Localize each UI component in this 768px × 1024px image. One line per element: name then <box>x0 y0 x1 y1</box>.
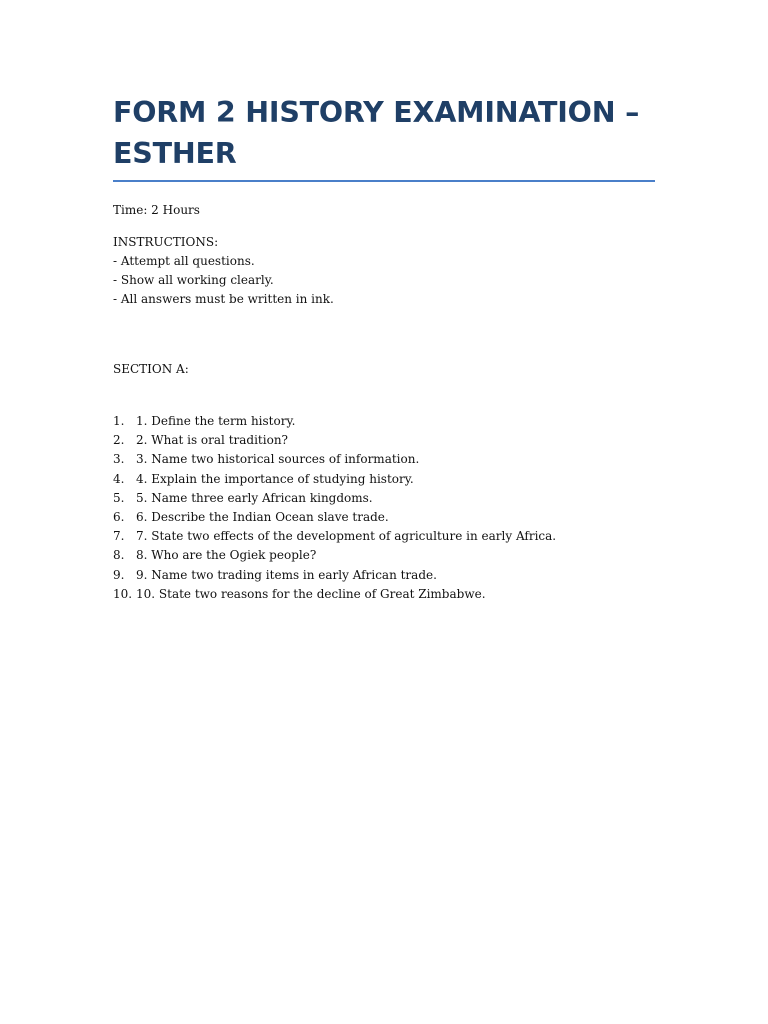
question-item <box>113 450 655 469</box>
question-number: 8. <box>113 548 125 563</box>
question-number: 1. <box>113 414 125 428</box>
question-number: 7. <box>113 529 125 544</box>
question-item <box>113 470 655 489</box>
exam-duration: Time: 2 Hours <box>113 203 200 217</box>
question-item <box>113 508 655 527</box>
instruction-item: - Attempt all questions. <box>113 254 255 268</box>
question-list <box>113 412 655 604</box>
instruction-item: - Show all working clearly. <box>113 273 274 287</box>
question-text: 6. Describe the Indian Ocean slave trade. <box>136 510 389 525</box>
question-text: 7. State two effects of the development of agriculture in early Africa. <box>136 529 557 544</box>
instructions-heading: INSTRUCTIONS: <box>113 235 219 249</box>
question-item <box>113 412 655 431</box>
question-text: 2. What is oral tradition? <box>136 433 288 448</box>
question-item <box>113 527 655 546</box>
question-text: 4. Explain the importance of studying history. <box>136 471 414 486</box>
question-number: 9. <box>113 567 125 582</box>
question-number: 3. <box>113 452 125 467</box>
question-item <box>113 431 655 450</box>
instructions-block <box>113 233 655 309</box>
question-number: 5. <box>113 490 125 505</box>
question-item <box>113 546 655 565</box>
question-text: 10. State two reasons for the decline of Great Zimbabwe. <box>136 586 486 601</box>
question-text: 8. Who are the Ogiek people? <box>136 548 317 563</box>
document-page <box>113 92 655 604</box>
question-item <box>113 489 655 508</box>
section-heading: SECTION A: <box>113 362 189 376</box>
instruction-item: - All answers must be written in ink. <box>113 292 334 306</box>
question-number: 4. <box>113 471 125 486</box>
question-item <box>113 585 655 604</box>
question-item <box>113 566 655 585</box>
document-title: FORM 2 HISTORY EXAMINATION – ESTHER <box>113 92 655 182</box>
question-number: 6. <box>113 510 125 525</box>
question-text: 5. Name three early African kingdoms. <box>136 490 373 505</box>
question-number: 10. <box>113 586 133 601</box>
question-number: 2. <box>113 433 125 448</box>
question-text: 3. Name two historical sources of information. <box>136 452 420 467</box>
question-text: 9. Name two trading items in early African trade. <box>136 567 437 582</box>
question-text: 1. Define the term history. <box>136 414 296 428</box>
